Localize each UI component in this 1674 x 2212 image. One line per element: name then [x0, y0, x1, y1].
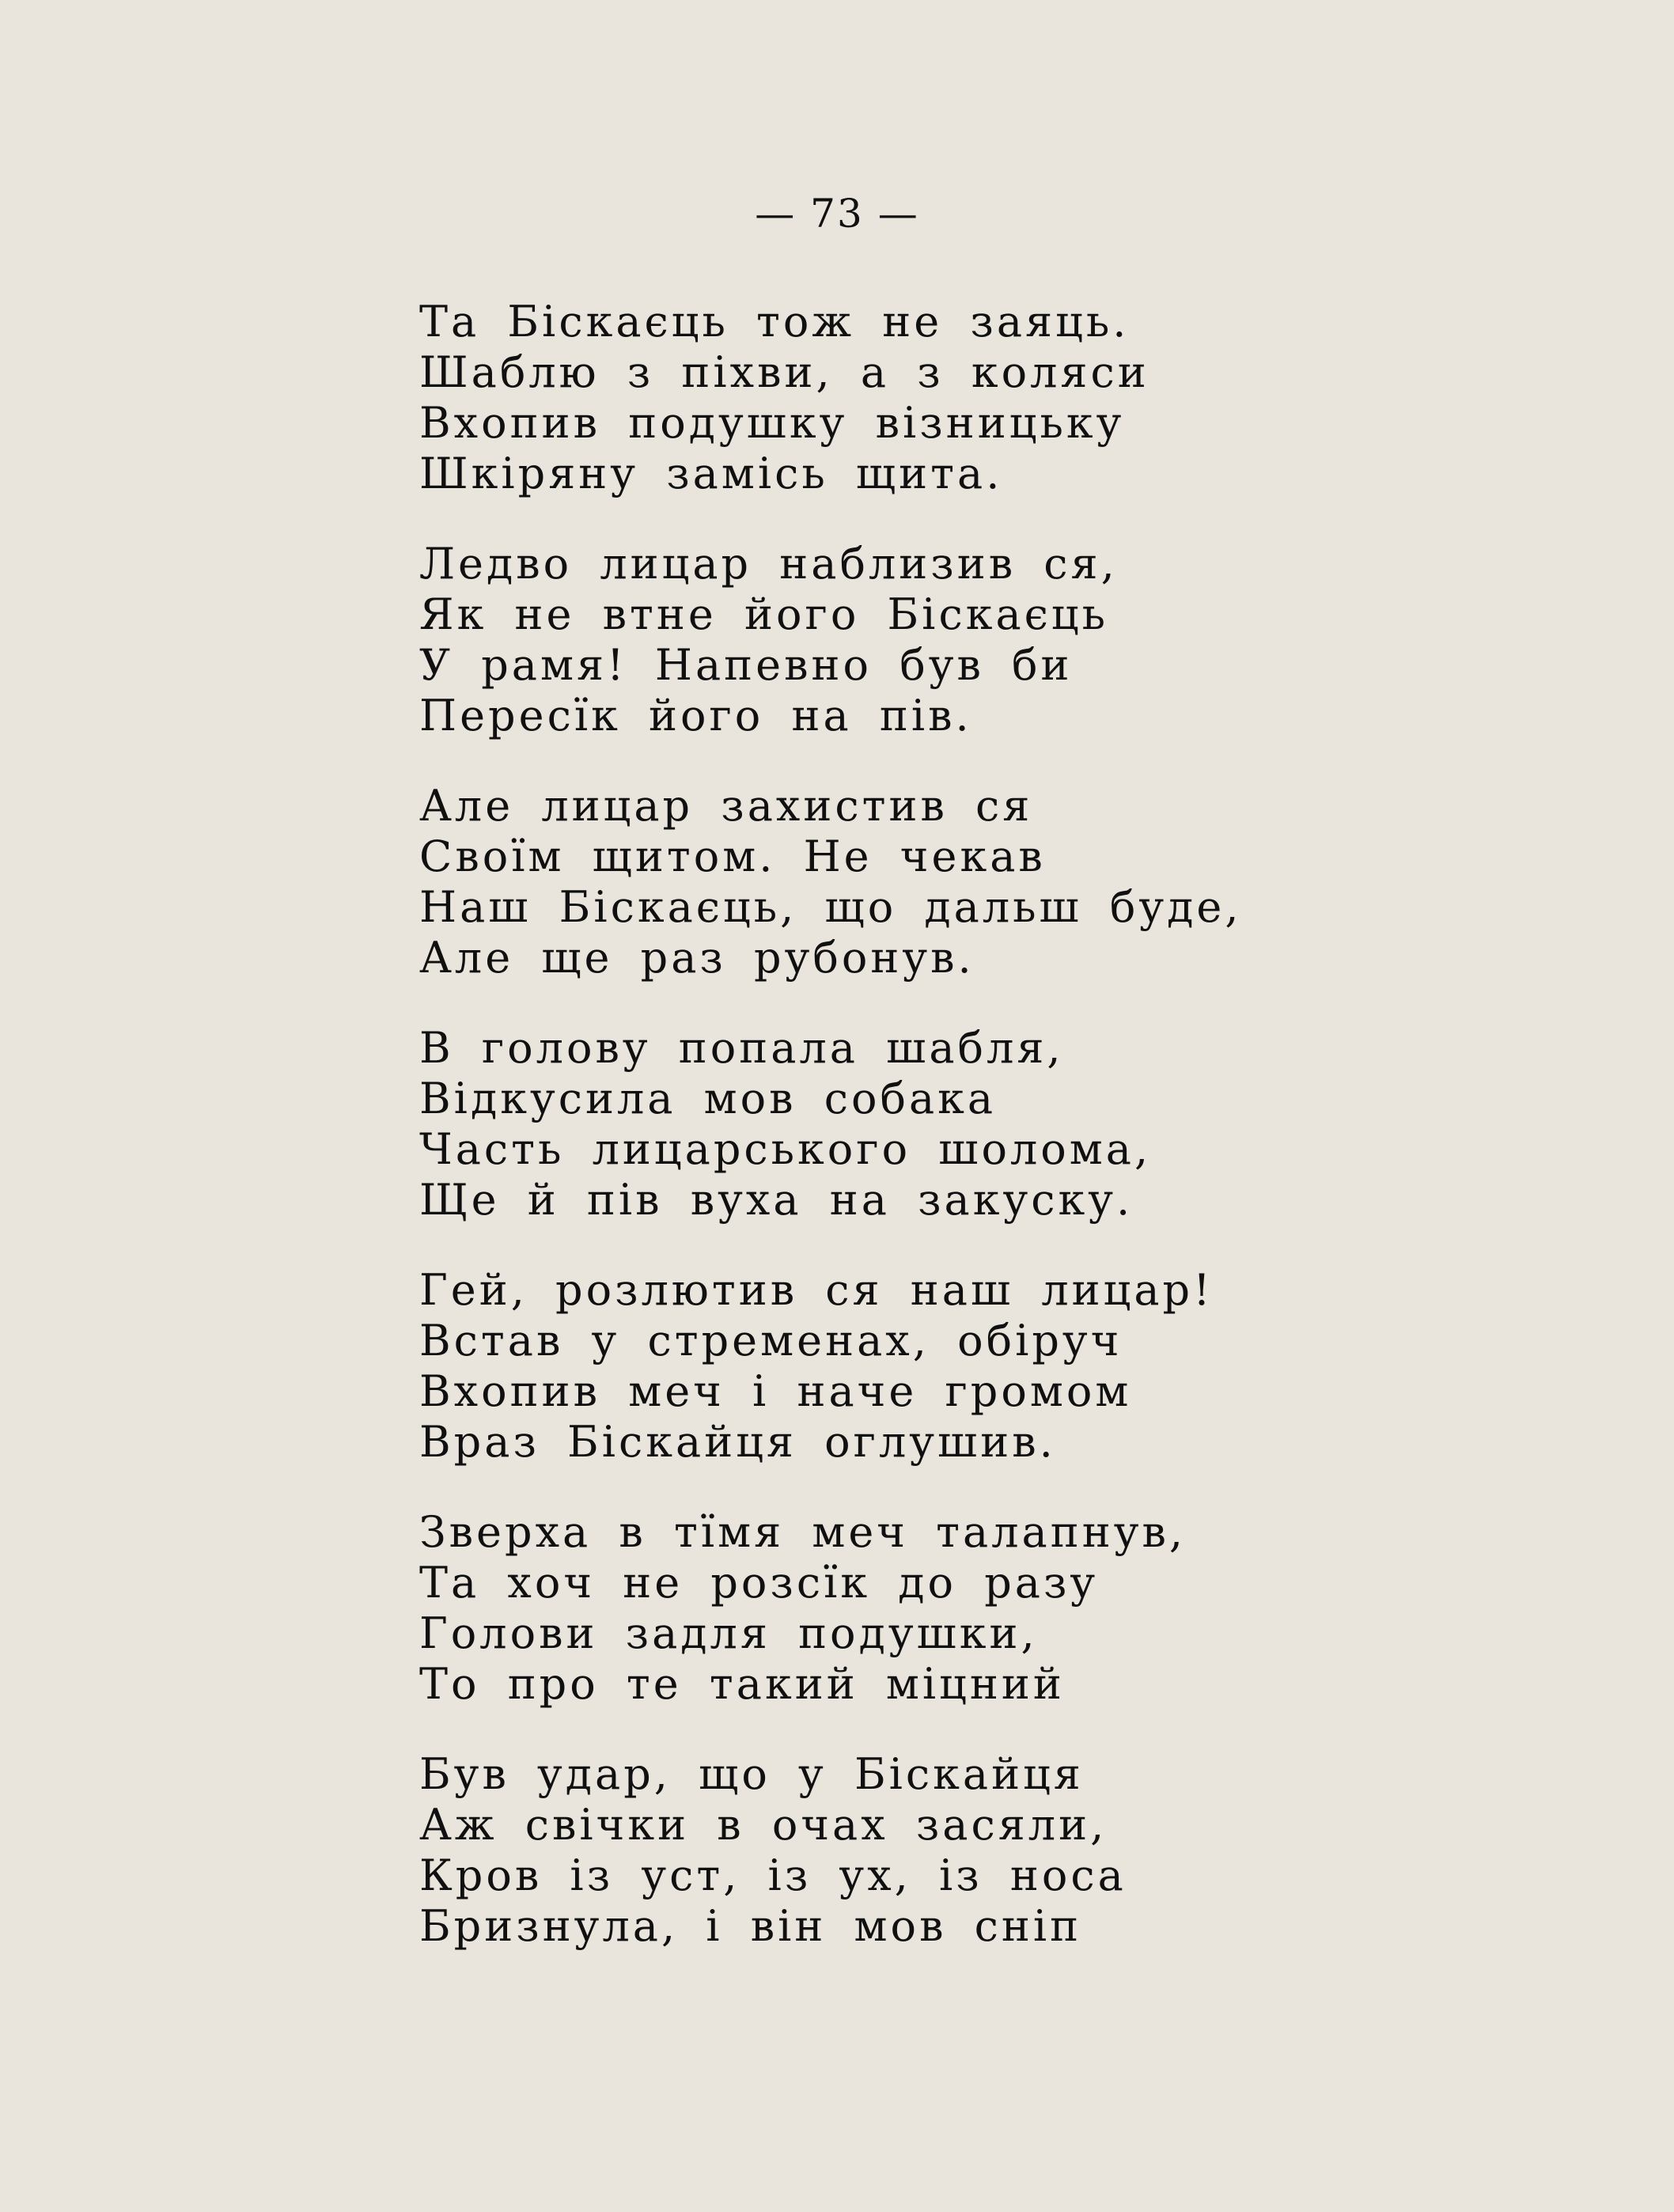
stanza-2 — [419, 539, 1290, 741]
poem-line: Як не втне його Біскаєць — [419, 589, 1109, 639]
poem-line: Вхопив меч і наче громом — [419, 1366, 1132, 1416]
stanza-7 — [419, 1749, 1290, 1952]
poem-line: Пересїк його на пів. — [419, 691, 972, 740]
poem-line: Встав у стременах, обіруч — [419, 1316, 1123, 1365]
poem-line: Але ще раз рубонув. — [419, 933, 975, 983]
poem-line: Але лицар захистив ся — [419, 781, 1033, 831]
stanza-6 — [419, 1507, 1290, 1710]
poem-line: Вхопив подушку візницьку — [419, 398, 1125, 448]
poem-line: То про те такий міцний — [419, 1659, 1065, 1709]
poem-line: Відкусила мов собака — [419, 1074, 997, 1123]
poem-line: Наш Біскаєць, що дальш буде, — [419, 882, 1242, 932]
poem-line: Бризнула, і він мов сніп — [419, 1901, 1082, 1951]
stanza-4 — [419, 1023, 1290, 1225]
poem-text — [419, 297, 1290, 1991]
poem-line: Кров із уст, із ух, із носа — [419, 1850, 1127, 1900]
poem-line: Ледво лицар наблизив ся, — [419, 539, 1118, 589]
poem-line: Часть лицарського шолома, — [419, 1124, 1152, 1174]
stanza-1 — [419, 297, 1290, 499]
poem-line: Зверха в тїмя меч талапнув, — [419, 1507, 1187, 1557]
poem-line: В голову попала шабля, — [419, 1023, 1064, 1073]
stanza-3 — [419, 781, 1290, 983]
poem-line: Ще й пів вуха на закуску. — [419, 1175, 1134, 1225]
poem-line: Голови задля подушки, — [419, 1608, 1038, 1658]
poem-line: Гей, розлютив ся наш лицар! — [419, 1265, 1214, 1315]
poem-line: Враз Біскайця оглушив. — [419, 1417, 1056, 1467]
poem-line: Був удар, що у Біскайця — [419, 1749, 1084, 1799]
poem-line: Своїм щитом. Не чекав — [419, 831, 1046, 881]
poem-line: У рамя! Напевно був би — [419, 640, 1073, 690]
poem-line: Та Біскаєць тож не заяць. — [419, 297, 1130, 347]
stanza-5 — [419, 1265, 1290, 1468]
poem-line: Шаблю з піхви, а з коляси — [419, 347, 1149, 397]
poem-line: Та хоч не розсїк до разу — [419, 1558, 1099, 1608]
poem-line: Аж свічки в очах засяли, — [419, 1800, 1108, 1850]
page-number: — 73 — — [755, 191, 919, 237]
poem-line: Шкіряну замісь щита. — [419, 449, 1003, 498]
